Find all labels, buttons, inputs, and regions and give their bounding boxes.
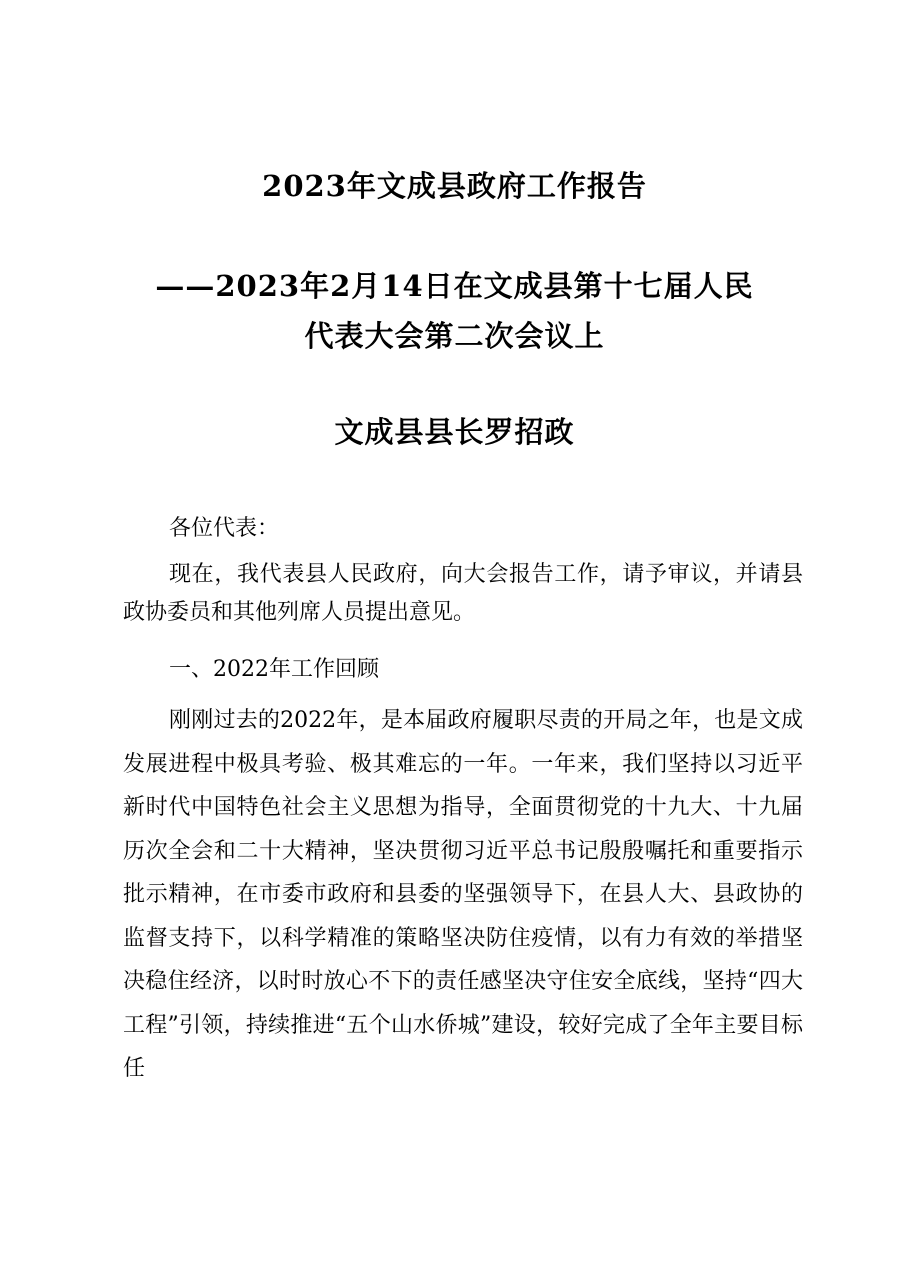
section-heading: 一、2022年工作回顾: [169, 657, 379, 682]
intro-paragraph: 现在，我代表县人民政府，向大会报告工作，请予审议，并请县政协委员和其他列席人员提出意见。: [123, 562, 803, 625]
body-paragraph: 刚刚过去的2022年，是本届政府履职尽责的开局之年，也是文成发展进程中极具考验、极其难忘的一年。一年来，我们坚持以习近平新时代中国特色社会主义思想为指导，全面贯彻党的十九大、十九届历次全会和二十大精神，坚决贯彻习近平总书记殷殷嘱托和重要指示批示精神，在市委市政府和县委的坚强领导下，在县人大、县政协的监督支持下，以科学精准的策略坚决防住疫情，以有力有效的举措坚决稳住经济，以时时放心不下的责任感坚决守住安全底线，坚持“四大工程”引领，持续推进“五个山水侨城”建设，较好完成了全年主要目标任: [123, 708, 803, 1081]
greeting: 各位代表：: [169, 516, 280, 541]
report-author: 文成县县长罗招政: [334, 415, 575, 449]
report-subtitle-line2: 代表大会第二次会议上: [304, 319, 605, 353]
report-subtitle-line1: ——2023年2月14日在文成县第十七届人民: [155, 269, 754, 303]
report-title: 2023年文成县政府工作报告: [262, 169, 647, 203]
